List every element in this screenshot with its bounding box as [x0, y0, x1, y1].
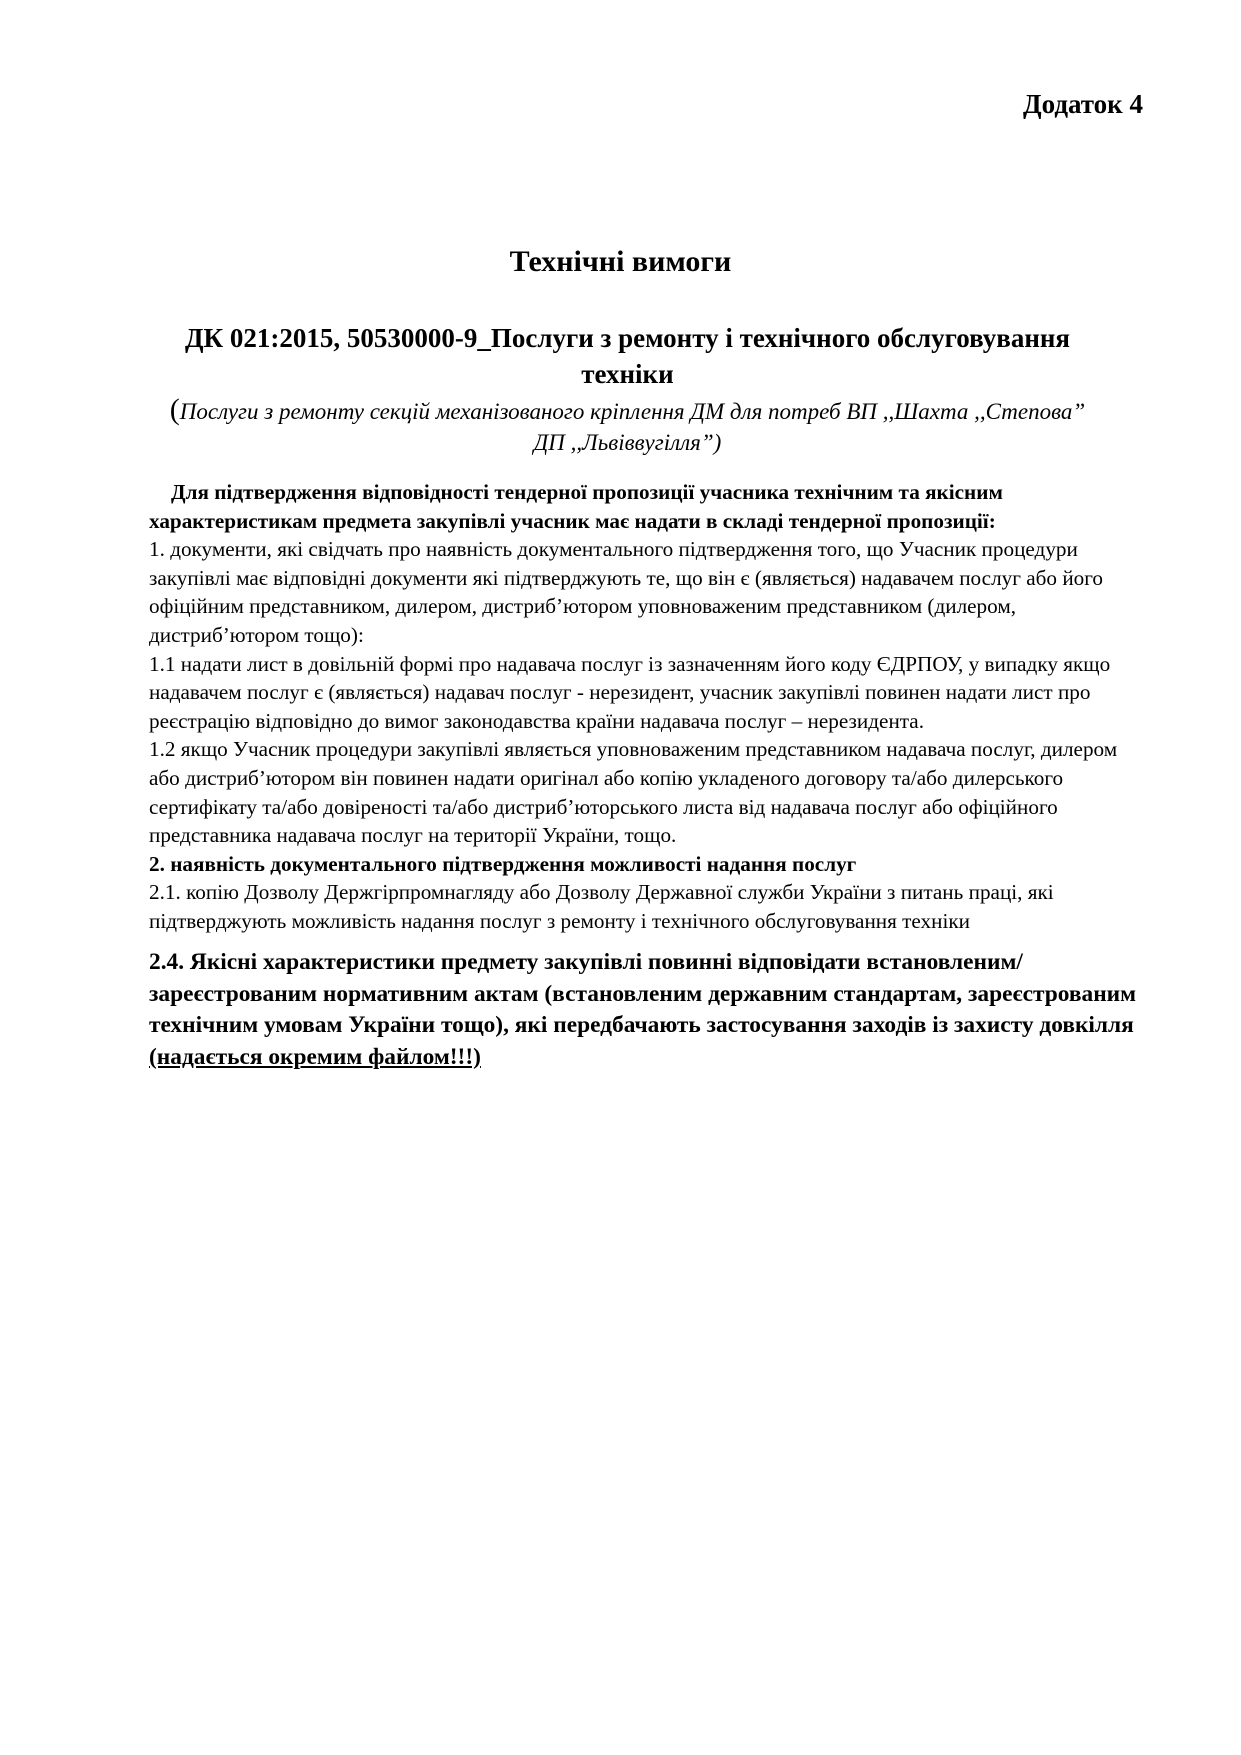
quality-requirements: [149, 947, 1139, 1073]
requirements-lead: Для підтвердження відповідності тендерної пропозиції учасника технічним та якісним характеристикам предмета закупівлі учасник має надати в складі тендерної пропозиції:: [149, 480, 1003, 533]
service-description: [140, 394, 1115, 458]
requirement-item-1: 1. документи, які свідчать про наявність документального підтвердження того, що Учасник процедури закупівлі має відповідні документи які підтверджують те, що він є (являється) надавачем послуг або його офіційним представником, дилером, дистриб’ютором уповноваженим представником (дилером, дистриб’ютором тощо):: [149, 537, 1104, 647]
requirements-section: [149, 478, 1139, 936]
document-subtitle: ДК 021:2015, 50530000-9_Послуги з ремонту і технічного обслуговування техніки: [184, 323, 1071, 389]
quality-file-note: (надається окремим файлом!!!): [149, 1043, 481, 1070]
requirement-item-1-2: 1.2 якщо Учасник процедури закупівлі являється уповноваженим представником надавача послуг, дилером або дистриб’ютором він повинен надати оригінал або копію укладеного договору та/або дилерського сертифікату та/або довіреності та/або дистриб’юторського листа від надавача послуг або офіційного представника надавача послуг на території України, тощо.: [149, 737, 1118, 848]
requirement-item-1-1: 1.1 надати лист в довільній формі про надавача послуг із зазначенням його коду ЄДРПОУ, у випадку якщо надавачем послуг є (являється) надавач послуг - нерезидент, учасник закупівлі повинен надати лист про реєстрацію відповідно до вимог законодавства країни надавача послуг – нерезидента.: [149, 651, 1111, 733]
service-description-line2: ДП ,,Львіввугілля”): [533, 430, 722, 455]
requirement-item-2-1: 2.1. копію Дозволу Держгірпромнагляду або Дозволу Державної служби України з питань праці, які підтверджують можливість надання послуг з ремонту і технічного обслуговування техніки: [149, 880, 1054, 933]
document-title: Технічні вимоги: [509, 245, 732, 278]
requirement-item-2: 2. наявність документального підтвердження можливості надання послуг: [149, 851, 857, 876]
annex-label: Додаток 4: [1023, 89, 1143, 119]
quality-text: 2.4. Якісні характеристики предмету закупівлі повинні відповідати встановленим/зареєстрованим нормативним актам (встановленим державним стандартам, зареєстрованим технічним умовам України тощо), які передбачають застосування заходів із захисту довкілля: [149, 949, 1137, 1038]
service-description-line1: Послуги з ремонту секцій механізованого кріплення ДМ для потреб ВП ,,Шахта ,,Степова”: [179, 399, 1086, 424]
service-open-paren: (: [169, 393, 180, 426]
